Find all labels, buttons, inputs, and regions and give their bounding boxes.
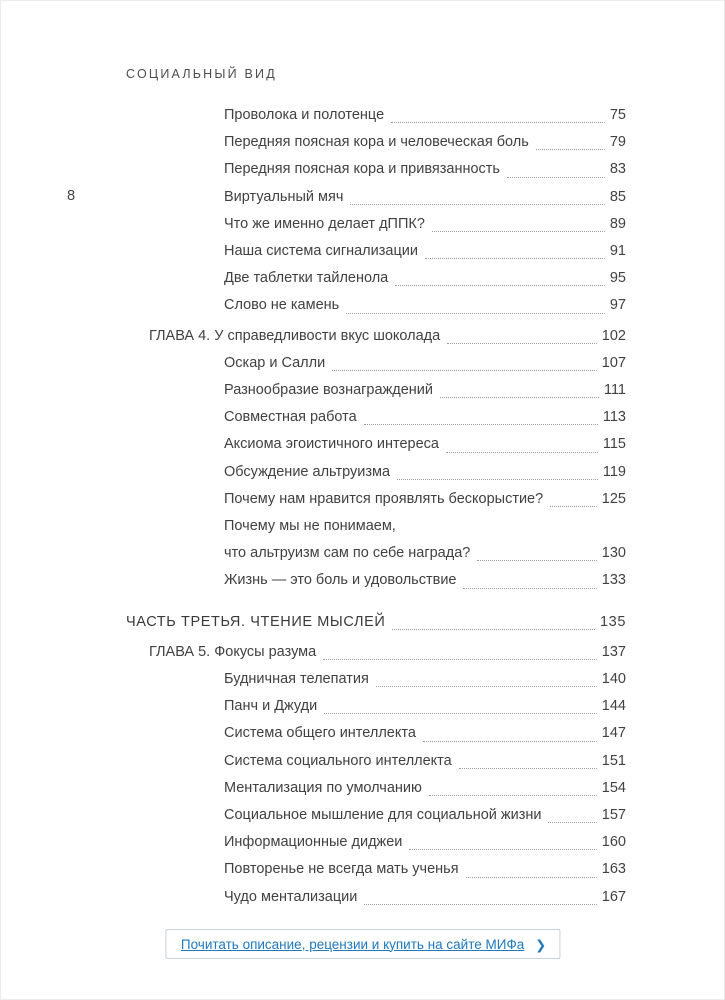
dotted-leader (423, 741, 597, 742)
dotted-leader (466, 877, 597, 878)
toc-entry-page: 113 (602, 409, 626, 426)
toc-entry-title: Система социального интеллекта (224, 752, 452, 769)
toc-entry-page: 135 (600, 613, 626, 630)
toc-entry-page: 75 (609, 107, 626, 123)
dotted-leader (536, 149, 605, 150)
toc-entry-title: Совместная работа (224, 409, 357, 426)
toc-entry-title: Информационные диджеи (224, 834, 403, 851)
chevron-right-icon: ❯ (535, 937, 547, 952)
toc-entry-page: 107 (601, 354, 626, 371)
toc-entry-title: Повторенье не всегда мать ученья (224, 861, 459, 878)
toc-entry-title: Ментализация по умолчанию (224, 779, 422, 796)
toc-entry (126, 129, 626, 156)
toc-entry (126, 540, 626, 567)
toc-entry-page: 154 (601, 779, 626, 796)
toc-entry-title: Обсуждение альтруизма (224, 463, 391, 480)
toc-entry (126, 775, 626, 802)
toc-entry (126, 884, 626, 911)
toc-entry-title: Передняя поясная кора и привязанность (224, 161, 500, 178)
toc-entry-page: 157 (601, 807, 626, 824)
dotted-leader (447, 343, 597, 344)
toc-entry-title: Будничная телепатия (224, 671, 369, 688)
toc-entry (126, 377, 626, 404)
toc-entry-title: Две таблетки тайленола (224, 270, 389, 287)
toc-entry (126, 404, 626, 431)
toc-entry (126, 720, 626, 747)
dotted-leader (409, 849, 596, 850)
dotted-leader (364, 904, 596, 905)
toc-entry-page: 137 (601, 643, 626, 660)
toc-entry-title: Система общего интеллекта (224, 725, 416, 742)
footer-cta[interactable] (165, 929, 560, 959)
toc-entry-title: что альтруизм сам по себе награда? (224, 545, 471, 562)
toc-entry (126, 829, 626, 856)
toc-entry-page: 91 (609, 243, 626, 260)
toc-entry (126, 292, 626, 319)
dotted-leader (332, 370, 597, 371)
toc-entry-page: 115 (602, 436, 626, 453)
toc-entry-page: 85 (609, 188, 626, 205)
toc-entry (126, 323, 626, 350)
toc-entry (126, 693, 626, 720)
toc-entry-title: Аксиома эгоистичного интереса (224, 436, 439, 453)
toc-entry (126, 459, 626, 486)
dotted-leader (392, 629, 595, 630)
toc-entry (126, 856, 626, 883)
toc-entry-page: 140 (601, 671, 626, 688)
dotted-leader (364, 424, 598, 425)
toc-entry-page: 89 (609, 215, 626, 232)
toc-entry-page: 97 (609, 297, 626, 314)
buy-link[interactable]: Почитать описание, рецензии и купить на сайте МИФа (180, 936, 525, 952)
toc-entry-title: Оскар и Салли (224, 354, 326, 371)
toc-entry-page: 79 (609, 134, 626, 151)
toc-entry (126, 265, 626, 292)
toc-entry-page: 151 (601, 752, 626, 769)
toc-entry (126, 350, 626, 377)
toc-entry (126, 156, 626, 183)
toc-entry (126, 609, 626, 636)
toc-entry (126, 211, 626, 238)
toc-entry-page: 83 (609, 161, 626, 178)
dotted-leader (550, 506, 597, 507)
toc-list (126, 102, 626, 911)
toc-entry-page: 160 (601, 834, 626, 851)
toc-entry-title: Наша система сигнализации (224, 243, 418, 260)
toc-entry-title: ЧАСТЬ ТРЕТЬЯ. ЧТЕНИЕ МЫСЛЕЙ (126, 613, 386, 630)
toc-entry-title: Проволока и полотенце (224, 107, 385, 123)
toc-entry-page: 95 (609, 270, 626, 287)
dotted-leader (391, 122, 605, 123)
toc-entry (126, 748, 626, 775)
dotted-leader (376, 686, 597, 687)
dotted-leader (350, 204, 604, 205)
running-header: СОЦИАЛЬНЫЙ ВИД (126, 67, 277, 81)
dotted-leader (440, 397, 599, 398)
dotted-leader (507, 177, 605, 178)
toc-entry-title: Панч и Джуди (224, 698, 318, 715)
toc-entry-page: 111 (603, 382, 626, 399)
toc-entry-title: ГЛАВА 4. У справедливости вкус шоколада (149, 327, 441, 344)
dotted-leader (425, 258, 605, 259)
dotted-leader (429, 795, 597, 796)
dotted-leader (548, 822, 596, 823)
toc-entry (126, 513, 626, 540)
toc-entry-title: Слово не камень (224, 297, 340, 314)
toc-entry-title: Передняя поясная кора и человеческая боль (224, 134, 529, 151)
toc-entry-title: Разнообразие вознаграждений (224, 382, 433, 399)
dotted-leader (432, 231, 605, 232)
dotted-leader (395, 285, 605, 286)
toc-entry (126, 666, 626, 693)
toc-entry-title: Чудо ментализации (224, 888, 358, 905)
toc-entry (126, 486, 626, 513)
toc-entry-page: 133 (601, 572, 626, 589)
toc-entry-page: 144 (601, 698, 626, 715)
dotted-leader (324, 713, 597, 714)
page-number: 8 (67, 188, 76, 204)
toc-entry (126, 102, 626, 129)
toc-entry-title: Виртуальный мяч (224, 188, 344, 205)
toc-entry-page: 125 (601, 490, 626, 507)
toc-entry-page: 119 (602, 463, 626, 480)
toc-entry (126, 238, 626, 265)
dotted-leader (459, 768, 597, 769)
dotted-leader (463, 588, 596, 589)
toc-entry-title: Что же именно делает дППК? (224, 215, 425, 232)
toc-entry-title: Социальное мышление для социальной жизни (224, 807, 542, 824)
toc-entry (126, 639, 626, 666)
toc-entry-title: ГЛАВА 5. Фокусы разума (149, 643, 317, 660)
dotted-leader (446, 452, 598, 453)
dotted-leader (323, 659, 597, 660)
dotted-leader (477, 560, 596, 561)
toc-entry-page: 147 (601, 725, 626, 742)
dotted-leader (346, 313, 605, 314)
toc-entry (126, 431, 626, 458)
toc-entry (126, 184, 626, 211)
dotted-leader (397, 479, 598, 480)
toc-entry-page: 163 (601, 861, 626, 878)
toc-entry-page: 167 (601, 888, 626, 905)
toc-entry-title: Почему нам нравится проявлять бескорыстие? (224, 490, 544, 507)
toc-entry (126, 567, 626, 594)
toc-entry (126, 802, 626, 829)
toc-entry-page: 130 (601, 545, 626, 562)
toc-entry-title: Жизнь — это боль и удовольствие (224, 572, 457, 589)
toc-entry-title: Почему мы не понимаем, (224, 518, 396, 535)
toc-entry-page: 102 (601, 327, 626, 344)
